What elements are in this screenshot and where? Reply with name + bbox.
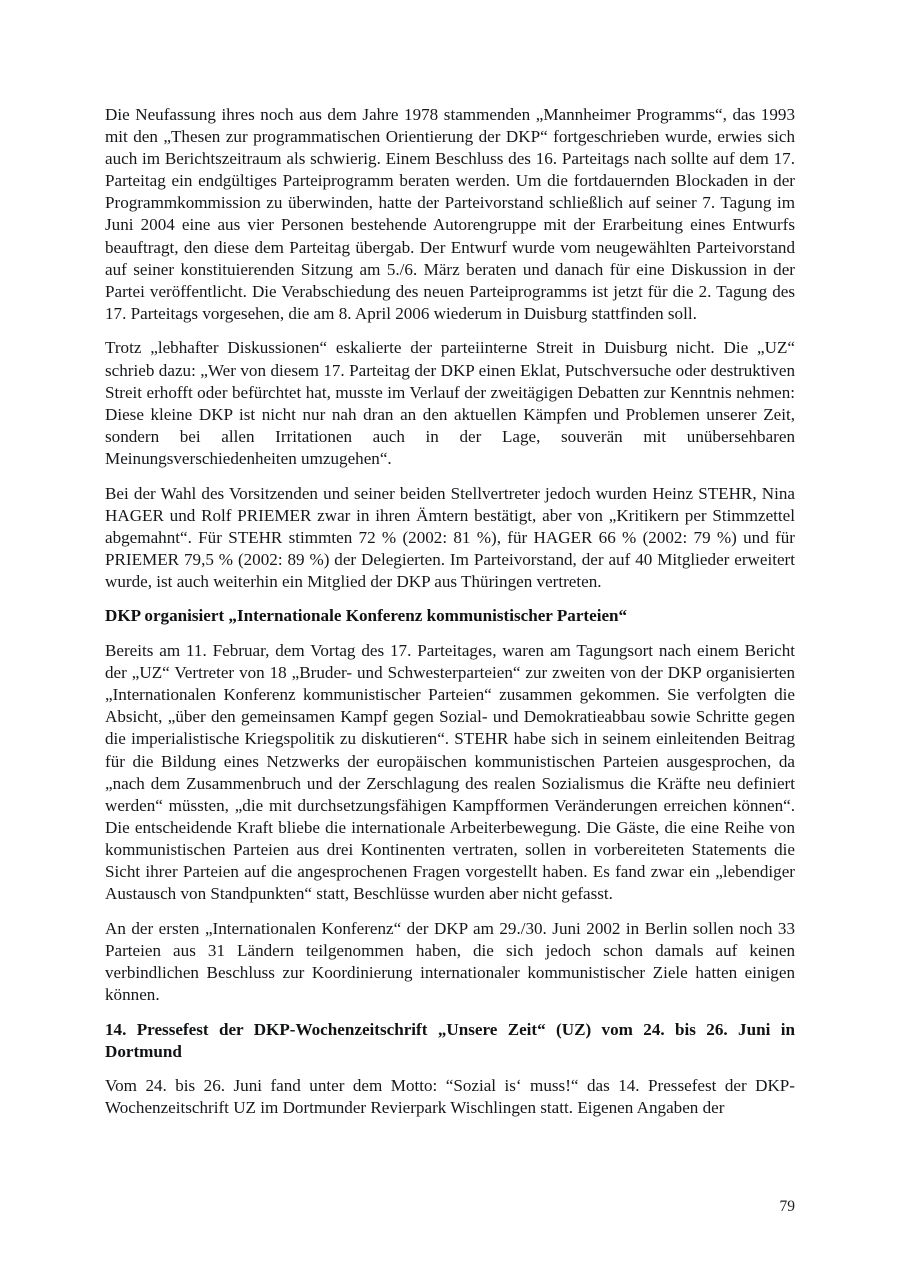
paragraph-uz-zitat-duisburg: Trotz „lebhafter Diskussionen“ eskalierte der parteiinterne Streit in Duisburg nicht. Die „UZ“ schrieb dazu: „Wer von diesem 17. Parteitag der DKP einen Eklat, Putschversuche oder destruktiven Streit erhofft oder befürchtet hat, musste im Verlauf der zweitägigen Debatten zur Kenntnis nehmen: Diese kleine DKP ist nicht nur nah dran an den aktuellen Kämpfen und Problemen unserer Zeit, sondern bei allen Irritationen auch in der Lage, souverän mit unübersehbaren Meinungsverschiedenheiten umzugehen“. xyxy=(105,338,795,468)
paragraph-parteiprogramm: Die Neufassung ihres noch aus dem Jahre 1978 stammenden „Mannheimer Programms“, das 1993 mit den „Thesen zur programmatischen Orientierung der DKP“ fortgeschrieben wurde, erwies sich auch im Berichtszeitraum als schwierig. Einem Beschluss des 16. Parteitags nach sollte auf dem 17. Parteitag ein endgültiges Parteiprogramm beraten werden. Um die fortdauernden Blockaden in der Programmkommission zu überwinden, hatte der Parteivorstand schließlich auf seiner 7. Tagung im Juni 2004 eine aus vier Personen bestehende Autorengruppe mit der Erarbeitung eines Entwurfs beauftragt, den diese dem Parteitag übergab. Der Entwurf wurde vom neugewählten Parteivorstand auf seiner konstituierenden Sitzung am 5./6. März beraten und danach für eine Diskussion in der Partei veröffentlicht. Die Verabschiedung des neuen Parteiprogramms ist jetzt für die 2. Tagung des 17. Parteitags vorgesehen, die am 8. April 2006 wiederum in Duisburg stattfinden soll. xyxy=(105,105,795,323)
paragraph-konferenz-bericht: Bereits am 11. Februar, dem Vortag des 17. Parteitages, waren am Tagungsort nach einem Bericht der „UZ“ Vertreter von 18 „Bruder- und Schwesterparteien“ zur zweiten von der DKP organisierten „Internationalen Konferenz kommunistischer Parteien“ zusammen gekommen. Sie verfolgten die Absicht, „über den gemeinsamen Kampf gegen Sozial- und Demokratieabbau sowie Schritte gegen die imperialistische Kriegspolitik zu diskutieren“. STEHR habe sich in seinem einleitenden Beitrag für die Bildung eines Netzwerks der europäischen kommunistischen Parteien ausgesprochen, da „nach dem Zusammenbruch und der Zerschlagung des realen Sozialismus die Kräfte neu definiert werden“ müssten, „die mit durchsetzungsfähigen Kampfformen Veränderungen erreichen können“. Die entscheidende Kraft bliebe die internationale Arbeiterbewegung. Die Gäste, die eine Reihe von kommunistischen Parteien aus drei Kontinenten vertraten, sollen in vorbereiteten Statements die Sicht ihrer Parteien auf die angesprochenen Fragen vorgestellt haben. Es fand zwar ein „lebendiger Austausch von Standpunkten“ statt, Beschlüsse wurden aber nicht gefasst. xyxy=(105,641,795,904)
heading-pressefest-line-1: 14. Pressefest der DKP-Wochenzeitschrift „Unsere Zeit“ (UZ) vom 24. bis 26. Juni in xyxy=(105,1019,795,1039)
heading-internationale-konferenz: DKP organisiert „Internationale Konferenz kommunistischer Parteien“ xyxy=(105,606,628,626)
paragraph-wahl-vorsitzender: Bei der Wahl des Vorsitzenden und seiner beiden Stellvertreter jedoch wurden Heinz STEHR, Nina HAGER und Rolf PRIEMER zwar in ihren Ämtern bestätigt, aber von „Kritikern per Stimmzettel abgemahnt“. Für STEHR stimmten 72 % (2002: 81 %), für HAGER 66 % (2002: 79 %) und für PRIEMER 79,5 % (2002: 89 %) der Delegierten. Im Parteivorstand, der auf 40 Mitglieder erweitert wurde, ist auch weiterhin ein Mitglied der DKP aus Thüringen vertreten. xyxy=(105,483,795,591)
heading-pressefest-dortmund xyxy=(105,1019,795,1063)
paragraph-erste-konferenz-berlin: An der ersten „Internationalen Konferenz“ der DKP am 29./30. Juni 2002 in Berlin sollen noch 33 Parteien aus 31 Ländern teilgenommen haben, die sich jedoch schon damals auf keinen verbindlichen Beschluss zur Koordinierung internationaler kommunistischer Ziele hatten einigen können. xyxy=(105,918,795,1004)
paragraph-pressefest-motto: Vom 24. bis 26. Juni fand unter dem Motto: “Sozial is‘ muss!“ das 14. Pressefest der DKP-Wochenzeitschrift UZ im Dortmunder Revierpark Wischlingen statt. Eigenen Angaben der xyxy=(105,1076,795,1118)
page-number: 79 xyxy=(779,1198,795,1215)
page-text-column xyxy=(105,104,795,1119)
heading-pressefest-line-2: Dortmund xyxy=(105,1041,182,1061)
